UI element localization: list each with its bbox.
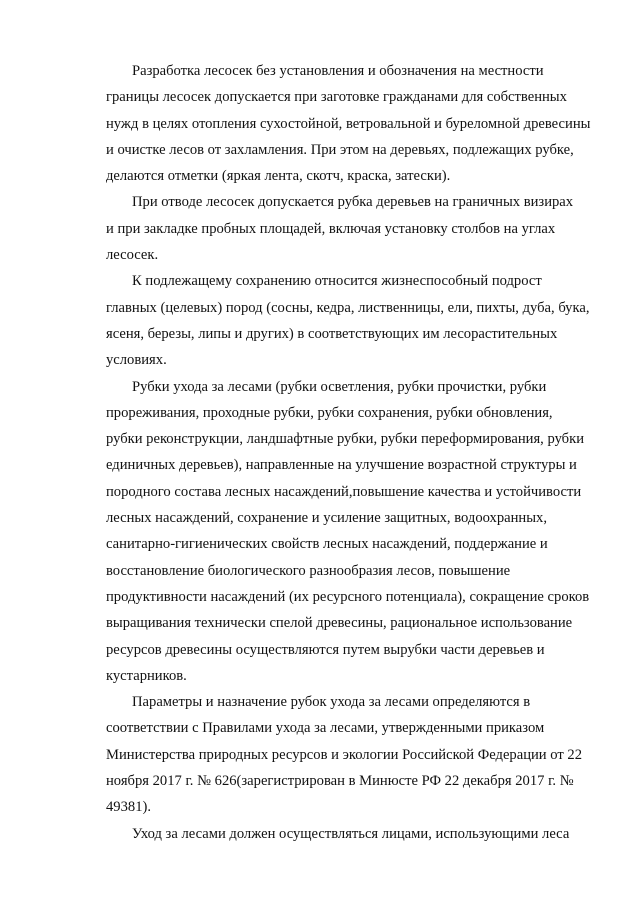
text-line: нужд в целях отопления сухостойной, ветровальной и буреломной древесины — [106, 115, 591, 132]
paragraph — [106, 821, 597, 847]
text-line: санитарно-гигиенических свойств лесных насаждений, поддержание и — [106, 536, 548, 553]
paragraph — [106, 689, 597, 820]
text-line: границы лесосек допускается при заготовке гражданами для собственных — [106, 89, 567, 106]
text-line: При отводе лесосек допускается рубка деревьев на граничных визирах — [132, 194, 574, 211]
text-line: восстановление биологического разнообразия лесов, повышение — [106, 562, 511, 579]
text-line: и очистке лесов от захламления. При этом на деревьях, подлежащих рубке, — [106, 141, 574, 158]
text-line: делаются отметки (яркая лента, скотч, краска, затески). — [106, 168, 451, 185]
text-line: и при закладке пробных площадей, включая установку столбов на углах — [106, 220, 556, 237]
text-line: рубки реконструкции, ландшафтные рубки, рубки переформирования, рубки — [106, 431, 585, 448]
text-line: Разработка лесосек без установления и обозначения на местности — [132, 63, 544, 79]
text-line: условиях. — [106, 352, 167, 369]
text-line: Рубки ухода за лесами (рубки осветления, рубки прочистки, рубки — [132, 378, 547, 395]
document-page — [106, 58, 597, 847]
text-line: единичных деревьев), направленные на улучшение возрастной структуры и — [106, 457, 577, 474]
text-line: Уход за лесами должен осуществляться лицами, использующими леса — [132, 825, 570, 842]
text-line: ресурсов древесины осуществляются путем вырубки части деревьев и — [106, 641, 545, 658]
paragraph — [106, 374, 597, 690]
text-line: породного состава лесных насаждений,повышение качества и устойчивости — [106, 483, 582, 500]
text-line: Параметры и назначение рубок ухода за лесами определяются в — [132, 694, 531, 711]
text-line: К подлежащему сохранению относится жизнеспособный подрост — [132, 273, 542, 290]
text-line: 49381). — [106, 799, 151, 816]
text-line: лесных насаждений, сохранение и усиление защитных, водоохранных, — [106, 510, 547, 527]
text-line: Министерства природных ресурсов и экологии Российской Федерации от 22 — [106, 746, 582, 763]
text-line: главных (целевых) пород (сосны, кедра, лиственницы, ели, пихты, дуба, бука, — [106, 299, 590, 316]
text-line: ясеня, березы, липы и других) в соответствующих им лесорастительных — [106, 325, 558, 342]
text-line: ноября 2017 г. № 626(зарегистрирован в Минюсте РФ 22 декабря 2017 г. № — [106, 773, 574, 790]
paragraph — [106, 189, 597, 268]
paragraph — [106, 58, 597, 189]
text-line: лесосек. — [106, 247, 159, 264]
text-line: соответствии с Правилами ухода за лесами, утвержденными приказом — [106, 720, 545, 737]
text-line: выращивания технически спелой древесины, рациональное использование — [106, 615, 573, 632]
text-line: кустарников. — [106, 667, 187, 684]
text-line: прореживания, проходные рубки, рубки сохранения, рубки обновления, — [106, 404, 553, 421]
paragraph — [106, 268, 597, 373]
text-line: продуктивности насаждений (их ресурсного потенциала), сокращение сроков — [106, 588, 590, 605]
